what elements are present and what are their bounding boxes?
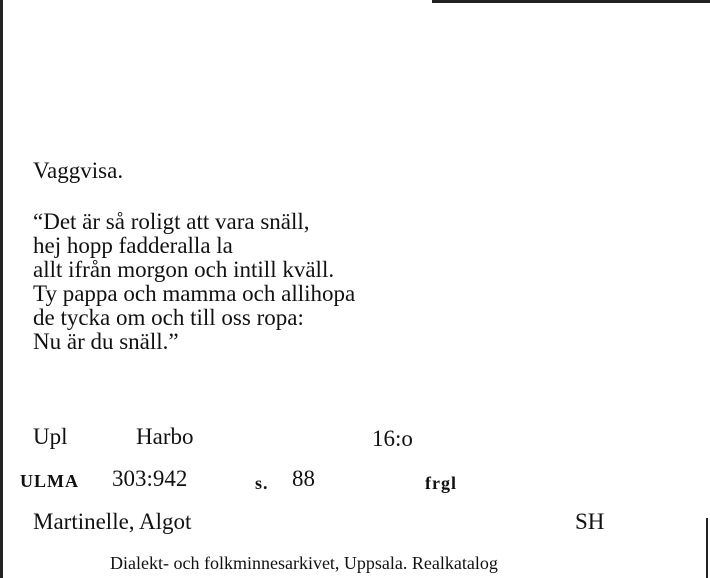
poem-line: hej hopp fadderalla la <box>33 233 233 258</box>
card-left-edge <box>0 0 3 578</box>
collector-name: Martinelle, Algot <box>33 509 192 534</box>
record-type: frgl <box>425 473 457 493</box>
poem-line: de tycka om och till oss ropa: <box>33 305 304 330</box>
poem-line: allt ifrån morgon och intill kväll. <box>33 257 335 282</box>
province: Upl <box>33 424 68 449</box>
poem-line: Ty pappa och mamma och allihopa <box>33 281 356 306</box>
poem-text <box>33 210 355 354</box>
song-title: Vaggvisa. <box>33 158 124 183</box>
page-label: s. <box>255 473 269 493</box>
initials: SH <box>575 509 605 534</box>
archive-number: 303:942 <box>112 466 188 491</box>
card-right-edge <box>706 518 708 578</box>
record-code: 16:o <box>372 426 413 451</box>
archive-label: ULMA <box>20 471 79 491</box>
poem-line: “Det är så roligt att vara snäll, <box>33 209 310 234</box>
card-top-edge <box>432 0 710 3</box>
poem-line: Nu är du snäll.” <box>33 329 179 354</box>
card-footer: Dialekt- och folkminnesarkivet, Uppsala. Realkatalog <box>110 553 498 573</box>
parish: Harbo <box>136 424 194 449</box>
page-number: 88 <box>292 466 315 491</box>
